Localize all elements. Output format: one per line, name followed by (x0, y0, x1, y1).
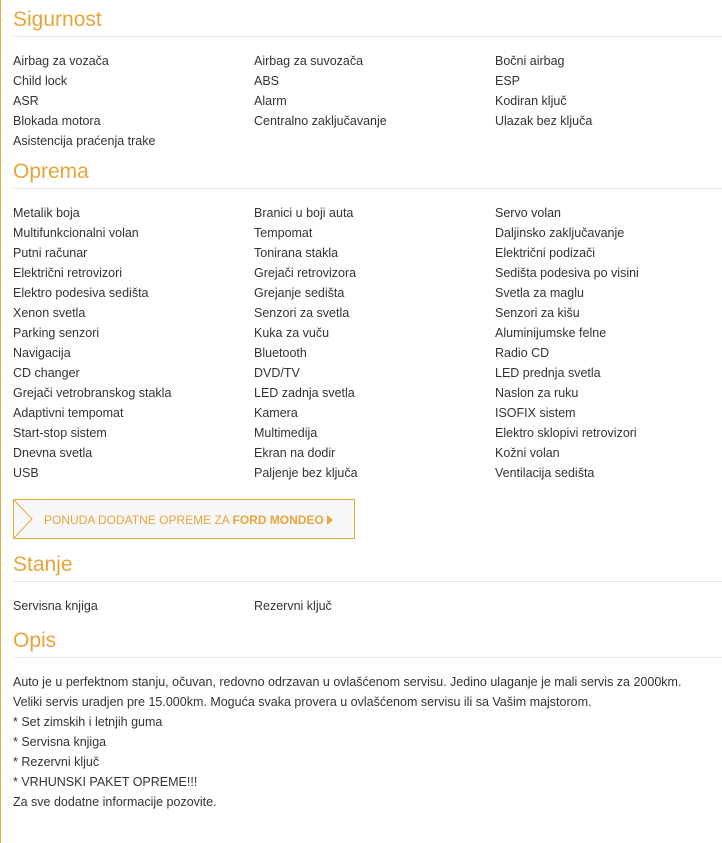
feature-item: Elektro podesiva sedišta (13, 286, 149, 300)
description-line: * VRHUNSKI PAKET OPREME!!! (13, 775, 198, 789)
feature-grid-sigurnost (13, 37, 722, 151)
feature-item: Asistencija praćenja trake (13, 134, 156, 148)
feature-item: Branici u boji auta (254, 206, 354, 220)
feature-item: ISOFIX sistem (495, 406, 576, 420)
feature-item: Bočni airbag (495, 54, 565, 68)
offer-button-label: PONUDA DODATNE OPREME ZA FORD MONDEO (44, 500, 333, 540)
feature-grid-oprema (13, 189, 722, 483)
section-title-stanje: Stanje (13, 547, 722, 582)
description-line: Auto je u perfektnom stanju, očuvan, redovno odrzavan u ovlašćenom servisu. Jedino ulaganje je mali servis za 2000km. (13, 675, 682, 689)
feature-item: LED zadnja svetla (254, 386, 355, 400)
section-title-oprema: Oprema (13, 154, 722, 189)
section-opis (0, 616, 722, 812)
feature-item: Tempomat (254, 226, 313, 240)
feature-item: Senzori za kišu (495, 306, 580, 320)
feature-item: Aluminijumske felne (495, 326, 607, 340)
feature-item: Alarm (254, 94, 287, 108)
feature-item: Daljinsko zaključavanje (495, 226, 625, 240)
feature-item: Rezervni ključ (254, 599, 332, 613)
feature-item: DVD/TV (254, 366, 300, 380)
feature-item: ESP (495, 74, 521, 88)
feature-item: USB (13, 466, 39, 480)
feature-item: Navigacija (13, 346, 71, 360)
feature-item: Adaptivni tempomat (13, 406, 124, 420)
section-title-sigurnost: Sigurnost (13, 2, 722, 37)
feature-item: Sedišta podesiva po visini (495, 266, 639, 280)
feature-item: Airbag za vozača (13, 54, 109, 68)
description-text (13, 658, 722, 812)
feature-item: Radio CD (495, 346, 550, 360)
feature-item: Električni podizači (495, 246, 596, 260)
feature-item: Multimedija (254, 426, 318, 440)
description-line: Za sve dodatne informacije pozovite. (13, 795, 217, 809)
section-oprema (0, 151, 722, 539)
section-sigurnost (0, 0, 722, 151)
feature-item: Kožni volan (495, 446, 560, 460)
feature-grid-stanje (13, 582, 722, 616)
feature-item: Airbag za suvozača (254, 54, 364, 68)
feature-item: Parking senzori (13, 326, 100, 340)
feature-item: Ventilacija sedišta (495, 466, 595, 480)
feature-item: Centralno zaključavanje (254, 114, 387, 128)
feature-item: Kuka za vuču (254, 326, 330, 340)
feature-item: Naslon za ruku (495, 386, 579, 400)
section-title-opis: Opis (13, 623, 722, 658)
caret-right-icon (327, 515, 333, 525)
offer-button-model: FORD MONDEO (232, 513, 324, 527)
description-line: Veliki servis uradjen pre 15.000km. Moguća svaka provera u ovlašćenom servisu ili sa Vašim majstorom. (13, 695, 592, 709)
feature-item: Tonirana stakla (254, 246, 339, 260)
feature-item: ABS (254, 74, 280, 88)
feature-item: Grejači vetrobranskog stakla (13, 386, 172, 400)
feature-item: Senzori za svetla (254, 306, 350, 320)
description-line: * Set zimskih i letnjih guma (13, 715, 163, 729)
description-line: * Servisna knjiga (13, 735, 107, 749)
feature-item: Svetla za maglu (495, 286, 584, 300)
feature-item: Elektro sklopivi retrovizori (495, 426, 637, 440)
feature-item: Kamera (254, 406, 298, 420)
feature-item: Dnevna svetla (13, 446, 93, 460)
feature-item: Ekran na dodir (254, 446, 336, 460)
feature-item: Grejači retrovizora (254, 266, 357, 280)
feature-item: Ulazak bez ključa (495, 114, 593, 128)
feature-item: Putni računar (13, 246, 88, 260)
feature-item: Grejanje sedišta (254, 286, 345, 300)
feature-item: Child lock (13, 74, 68, 88)
feature-item: Kodiran ključ (495, 94, 567, 108)
feature-item: Servo volan (495, 206, 562, 220)
feature-item: Xenon svetla (13, 306, 86, 320)
feature-item: Blokada motora (13, 114, 101, 128)
feature-item: CD changer (13, 366, 80, 380)
section-stanje (0, 539, 722, 616)
feature-item: Električni retrovizori (13, 266, 123, 280)
feature-item: LED prednja svetla (495, 366, 601, 380)
description-line: * Rezervni ključ (13, 755, 100, 769)
feature-item: Servisna knjiga (13, 599, 98, 613)
feature-item: ASR (13, 94, 39, 108)
feature-item: Metalik boja (13, 206, 80, 220)
feature-item: Start-stop sistem (13, 426, 107, 440)
feature-item: Multifunkcionalni volan (13, 226, 139, 240)
extra-equipment-offer-button[interactable] (13, 499, 355, 539)
ribbon-notch-icon (14, 500, 34, 538)
feature-item: Bluetooth (254, 346, 307, 360)
feature-item: Paljenje bez ključa (254, 466, 358, 480)
